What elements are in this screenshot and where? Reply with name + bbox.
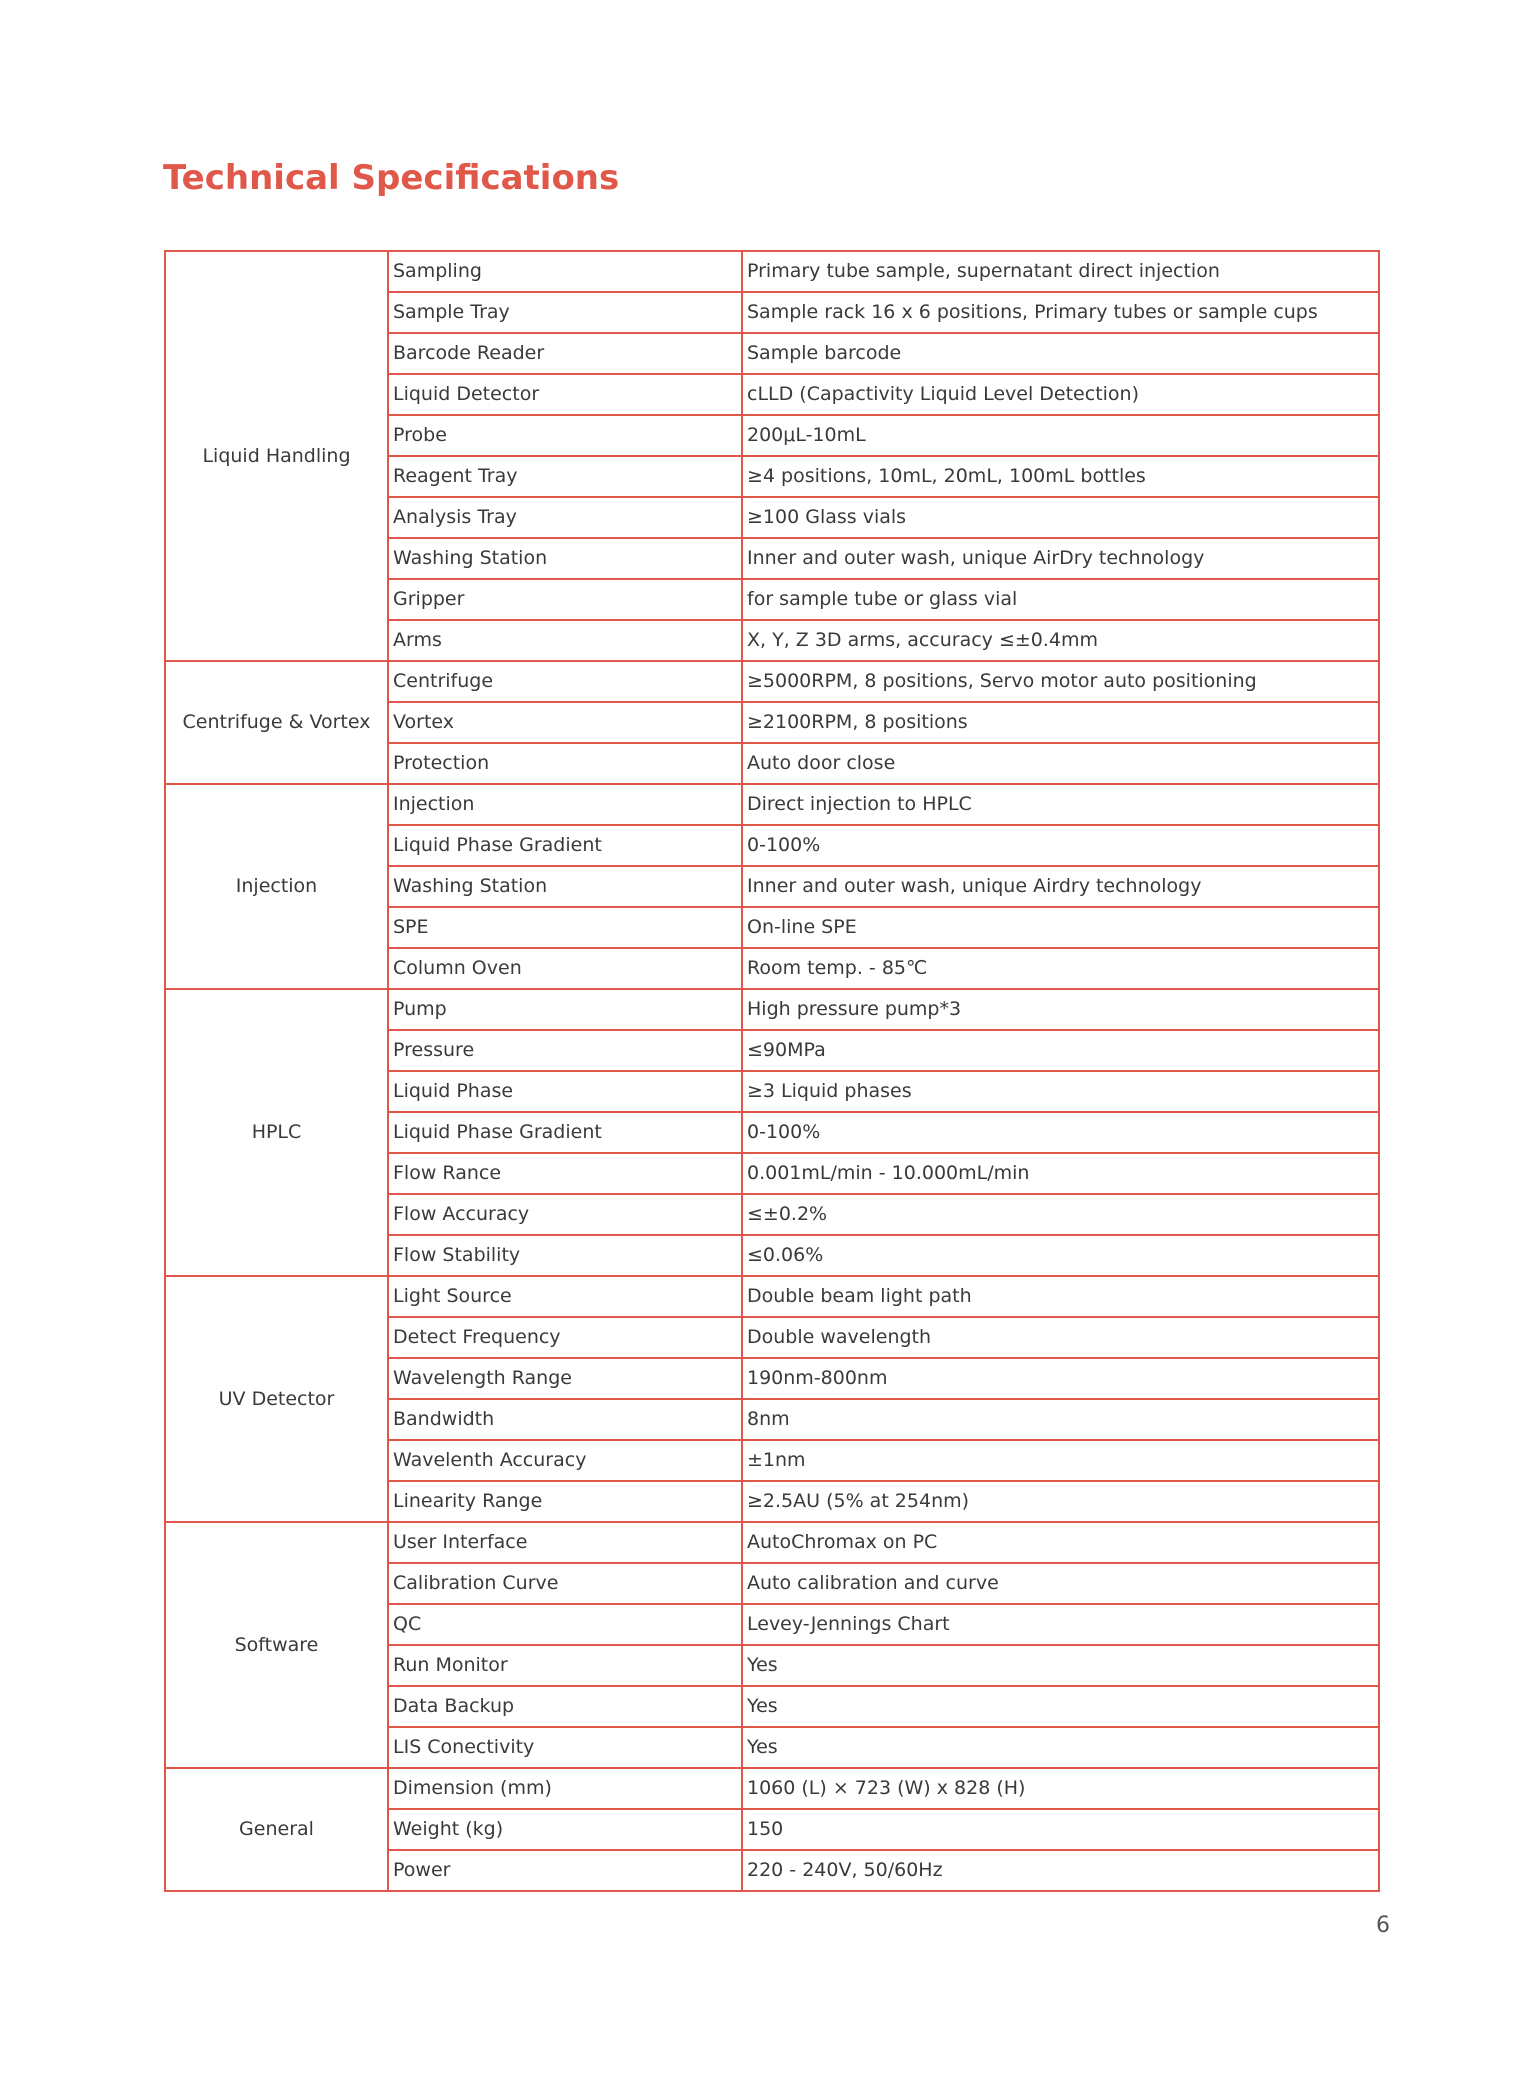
spec-item-label: Liquid Phase Gradient xyxy=(388,1112,742,1153)
spec-item-label: Reagent Tray xyxy=(388,456,742,497)
spec-item-value: Inner and outer wash, unique Airdry technology xyxy=(742,866,1379,907)
spec-item-label: Flow Accuracy xyxy=(388,1194,742,1235)
spec-item-label: Analysis Tray xyxy=(388,497,742,538)
spec-row xyxy=(165,251,1379,292)
spec-group-label: HPLC xyxy=(165,989,388,1276)
spec-item-value: 220 - 240V, 50/60Hz xyxy=(742,1850,1379,1891)
spec-item-value: ≥2.5AU (5% at 254nm) xyxy=(742,1481,1379,1522)
spec-item-value: Room temp. - 85℃ xyxy=(742,948,1379,989)
spec-item-label: Wavelength Range xyxy=(388,1358,742,1399)
spec-item-value: 8nm xyxy=(742,1399,1379,1440)
spec-item-label: Vortex xyxy=(388,702,742,743)
spec-item-value: Primary tube sample, supernatant direct injection xyxy=(742,251,1379,292)
spec-table-body xyxy=(165,251,1379,1891)
spec-item-label: Sampling xyxy=(388,251,742,292)
spec-group-label: General xyxy=(165,1768,388,1891)
spec-item-label: Calibration Curve xyxy=(388,1563,742,1604)
spec-item-value: Auto door close xyxy=(742,743,1379,784)
spec-row xyxy=(165,784,1379,825)
spec-row xyxy=(165,1276,1379,1317)
spec-table xyxy=(164,250,1380,1892)
spec-item-label: Dimension (mm) xyxy=(388,1768,742,1809)
spec-item-label: Pressure xyxy=(388,1030,742,1071)
page-number: 6 xyxy=(1376,1913,1390,1938)
spec-item-value: ≥5000RPM, 8 positions, Servo motor auto positioning xyxy=(742,661,1379,702)
spec-item-label: Column Oven xyxy=(388,948,742,989)
spec-item-label: Bandwidth xyxy=(388,1399,742,1440)
spec-item-value: ≥3 Liquid phases xyxy=(742,1071,1379,1112)
spec-row xyxy=(165,1522,1379,1563)
spec-item-label: Liquid Phase Gradient xyxy=(388,825,742,866)
spec-group-label: Liquid Handling xyxy=(165,251,388,661)
spec-item-label: Sample Tray xyxy=(388,292,742,333)
spec-item-label: QC xyxy=(388,1604,742,1645)
spec-item-label: Arms xyxy=(388,620,742,661)
spec-item-label: Linearity Range xyxy=(388,1481,742,1522)
spec-item-value: 150 xyxy=(742,1809,1379,1850)
spec-item-value: ≤90MPa xyxy=(742,1030,1379,1071)
spec-item-label: Flow Rance xyxy=(388,1153,742,1194)
spec-item-label: LIS Conectivity xyxy=(388,1727,742,1768)
spec-item-label: Washing Station xyxy=(388,538,742,579)
spec-item-value: ≤0.06% xyxy=(742,1235,1379,1276)
spec-item-label: Run Monitor xyxy=(388,1645,742,1686)
spec-item-value: AutoChromax on PC xyxy=(742,1522,1379,1563)
spec-item-value: Yes xyxy=(742,1686,1379,1727)
spec-item-value: Double beam light path xyxy=(742,1276,1379,1317)
spec-group-label: Injection xyxy=(165,784,388,989)
spec-item-value: ≥2100RPM, 8 positions xyxy=(742,702,1379,743)
spec-item-value: Direct injection to HPLC xyxy=(742,784,1379,825)
spec-item-label: Detect Frequency xyxy=(388,1317,742,1358)
spec-item-value: 0-100% xyxy=(742,1112,1379,1153)
spec-item-value: 0-100% xyxy=(742,825,1379,866)
spec-group-label: UV Detector xyxy=(165,1276,388,1522)
spec-item-value: ±1nm xyxy=(742,1440,1379,1481)
spec-group-label: Software xyxy=(165,1522,388,1768)
spec-item-value: Inner and outer wash, unique AirDry technology xyxy=(742,538,1379,579)
spec-item-value: for sample tube or glass vial xyxy=(742,579,1379,620)
spec-item-label: Gripper xyxy=(388,579,742,620)
spec-item-label: Liquid Detector xyxy=(388,374,742,415)
spec-row xyxy=(165,661,1379,702)
spec-item-value: 0.001mL/min - 10.000mL/min xyxy=(742,1153,1379,1194)
spec-item-label: Wavelenth Accuracy xyxy=(388,1440,742,1481)
spec-item-label: Power xyxy=(388,1850,742,1891)
spec-item-value: ≥100 Glass vials xyxy=(742,497,1379,538)
spec-item-label: Light Source xyxy=(388,1276,742,1317)
spec-item-label: Flow Stability xyxy=(388,1235,742,1276)
spec-item-value: ≤±0.2% xyxy=(742,1194,1379,1235)
spec-item-value: X, Y, Z 3D arms, accuracy ≤±0.4mm xyxy=(742,620,1379,661)
spec-item-label: Centrifuge xyxy=(388,661,742,702)
spec-item-value: High pressure pump*3 xyxy=(742,989,1379,1030)
spec-item-value: Yes xyxy=(742,1645,1379,1686)
spec-row xyxy=(165,1768,1379,1809)
spec-group-label: Centrifuge & Vortex xyxy=(165,661,388,784)
spec-item-value: Double wavelength xyxy=(742,1317,1379,1358)
spec-item-label: Injection xyxy=(388,784,742,825)
spec-item-label: Barcode Reader xyxy=(388,333,742,374)
spec-item-label: Data Backup xyxy=(388,1686,742,1727)
page-title: Technical Specifications xyxy=(163,158,620,198)
spec-item-label: SPE xyxy=(388,907,742,948)
spec-item-label: Weight (kg) xyxy=(388,1809,742,1850)
spec-item-value: Sample rack 16 x 6 positions, Primary tubes or sample cups xyxy=(742,292,1379,333)
spec-item-label: Protection xyxy=(388,743,742,784)
spec-item-value: 200μL-10mL xyxy=(742,415,1379,456)
spec-item-value: On-line SPE xyxy=(742,907,1379,948)
spec-item-value: Sample barcode xyxy=(742,333,1379,374)
spec-item-value: Yes xyxy=(742,1727,1379,1768)
spec-item-value: Levey-Jennings Chart xyxy=(742,1604,1379,1645)
spec-item-value: cLLD (Capactivity Liquid Level Detection) xyxy=(742,374,1379,415)
spec-item-label: Pump xyxy=(388,989,742,1030)
spec-row xyxy=(165,989,1379,1030)
spec-item-value: Auto calibration and curve xyxy=(742,1563,1379,1604)
spec-item-label: User Interface xyxy=(388,1522,742,1563)
spec-item-label: Probe xyxy=(388,415,742,456)
spec-item-value: 1060 (L) × 723 (W) x 828 (H) xyxy=(742,1768,1379,1809)
spec-item-label: Washing Station xyxy=(388,866,742,907)
spec-item-value: ≥4 positions, 10mL, 20mL, 100mL bottles xyxy=(742,456,1379,497)
spec-item-value: 190nm-800nm xyxy=(742,1358,1379,1399)
spec-item-label: Liquid Phase xyxy=(388,1071,742,1112)
